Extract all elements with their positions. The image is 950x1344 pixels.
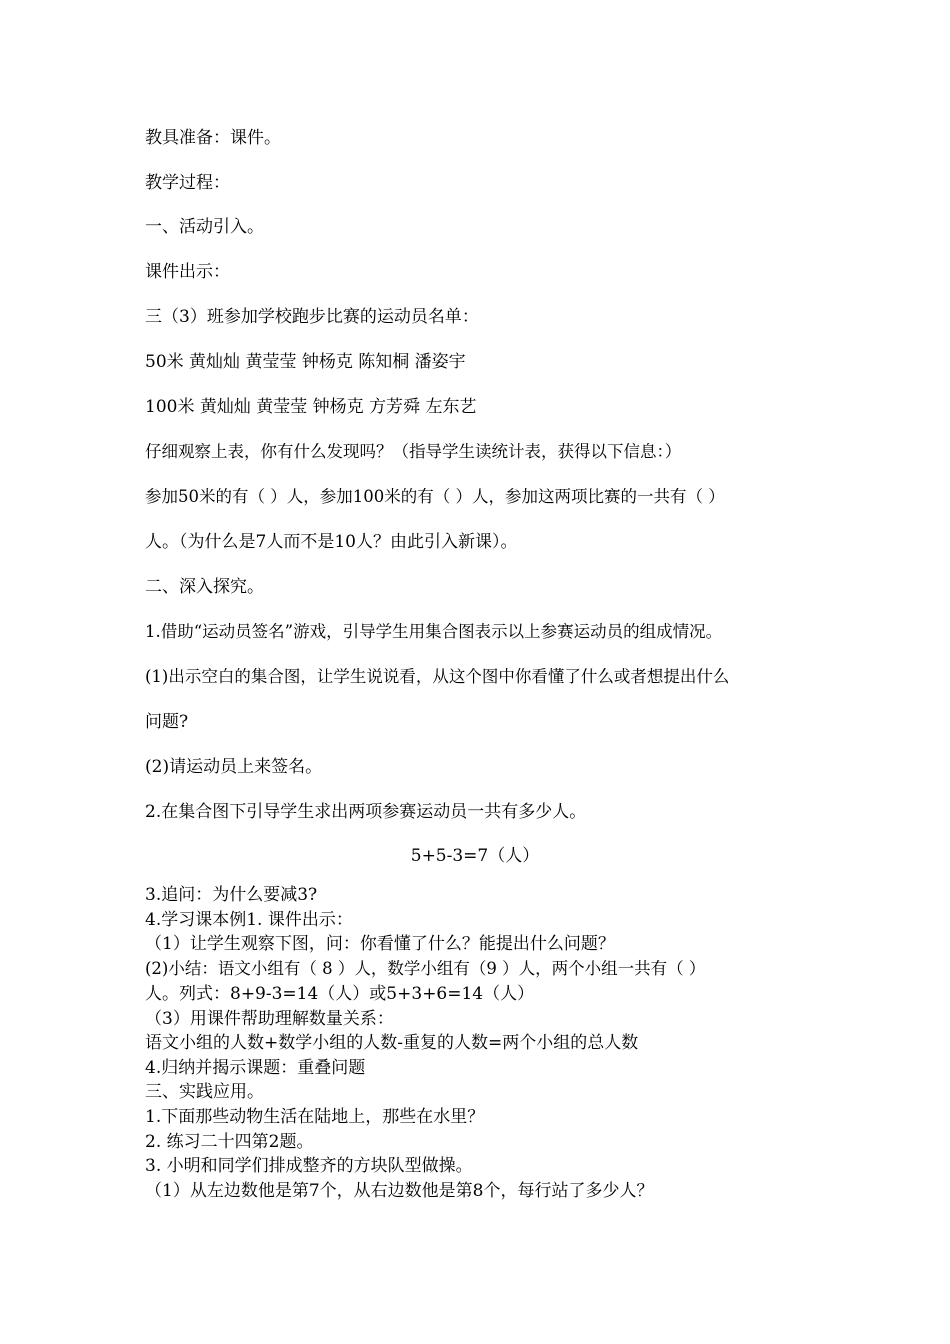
line-quantity-relation: 语文小组的人数+数学小组的人数-重复的人数=两个小组的总人数 [145,1033,639,1053]
line-item-2: 2.在集合图下引导学生求出两项参赛运动员一共有多少人。 [145,802,587,822]
line-100m-list: 100米 黄灿灿 黄莹莹 钟杨克 方芳舜 左东艺 [145,397,477,417]
line-practice-1: 1.下面那些动物生活在陆地上，那些在水里？ [145,1107,485,1127]
line-item-4-summary: 4.归纳并揭示课题：重叠问题 [145,1058,366,1078]
section-heading-1: 一、活动引入。 [145,217,264,237]
line-count-blanks: 参加50米的有（ ）人，参加100米的有（ ）人，参加这两项比赛的一共有（ ） [145,487,725,506]
line-item-1: 1.借助“运动员签名”游戏，引导学生用集合图表示以上参赛运动员的组成情况。 [145,622,723,641]
equation: 5+5-3=7（人） [410,846,540,866]
line-practice-3: 3. 小明和同学们排成整齐的方块队型做操。 [145,1156,473,1176]
line-why-seven: 人。（为什么是7人而不是10人？由此引入新课）。 [145,532,518,552]
line-item-1-1: (1)出示空白的集合图，让学生说说看，从这个图中你看懂了什么或者想提出什么 [145,667,730,686]
line-item-1-1-cont: 问题? [145,712,189,732]
line-item-4: 4.学习课本例1. 课件出示： [145,910,353,930]
line-50m-list: 50米 黄灿灿 黄莹莹 钟杨克 陈知桐 潘姿宇 [145,352,466,372]
line-courseware-show: 课件出示： [145,262,230,282]
section-heading-3: 三、实践应用。 [145,1082,264,1102]
line-item-4-3: （3）用课件帮助理解数量关系： [145,1009,394,1029]
line-teaching-aids: 教具准备：课件。 [145,128,281,148]
line-athlete-list-title: 三（3）班参加学校跑步比赛的运动员名单： [145,307,479,327]
line-practice-2: 2. 练习二十四第2题。 [145,1132,314,1152]
line-practice-3-1: （1）从左边数他是第7个，从右边数他是第8个，每行站了多少人？ [145,1181,654,1201]
line-item-4-1: （1）让学生观察下图，问：你看懂了什么？能提出什么问题？ [145,934,615,954]
line-item-1-2: (2)请运动员上来签名。 [145,757,323,777]
section-heading-2: 二、深入探究。 [145,577,264,597]
line-item-4-2: (2)小结：语文小组有（ 8 ）人，数学小组有（9 ）人，两个小组一共有（ ） [145,959,706,978]
line-item-4-2-cont: 人。列式：8+9-3=14（人）或5+3+6=14（人） [145,984,535,1004]
line-teaching-process: 教学过程： [145,173,230,193]
line-observe-question: 仔细观察上表，你有什么发现吗？（指导学生读统计表，获得以下信息：） [145,442,682,461]
line-item-3: 3.追问：为什么要减3? [145,885,318,905]
